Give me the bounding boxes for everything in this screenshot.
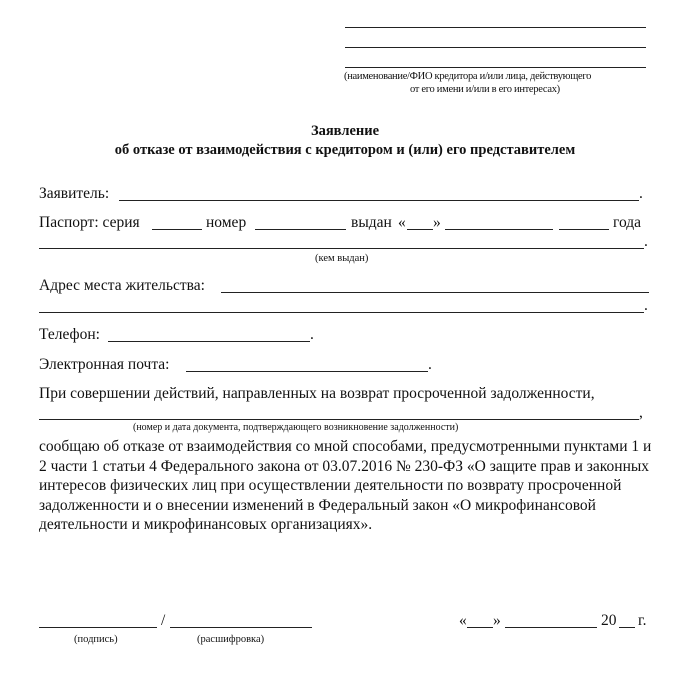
- date-quote-open: «: [459, 612, 467, 629]
- creditor-line-3[interactable]: [345, 67, 646, 68]
- date-year-field[interactable]: [619, 627, 635, 628]
- applicant-field[interactable]: [119, 200, 639, 201]
- passport-series-field[interactable]: [152, 229, 202, 230]
- issued-by-caption: (кем выдан): [315, 253, 369, 264]
- applicant-label: Заявитель:: [39, 185, 110, 202]
- email-label: Электронная почта:: [39, 356, 170, 373]
- date-month-field[interactable]: [505, 627, 597, 628]
- issued-by-field[interactable]: [39, 248, 644, 249]
- phone-label: Телефон:: [39, 326, 100, 343]
- email-field[interactable]: [186, 371, 428, 372]
- passport-issued-label: выдан: [351, 214, 392, 231]
- creditor-line-1[interactable]: [345, 27, 646, 28]
- email-period: .: [428, 356, 432, 373]
- passport-number-field[interactable]: [255, 229, 346, 230]
- passport-number-label: номер: [206, 214, 247, 231]
- passport-series-label: Паспорт: серия: [39, 214, 140, 231]
- passport-year-label: года: [613, 214, 642, 231]
- address-field-line1[interactable]: [221, 292, 649, 293]
- statement-paragraph: сообщаю об отказе от взаимодействия со мной способами, предусмотренными пунктами 1 и 2 части 1 статьи 4 Федерального закона от 03.07.2016 № 230-ФЗ «О защите прав и законных интересов физических лиц при осуществлении деятельности по возврату просроченной задолженности и о внесении изменений в Федеральный закон «О микрофинансовой деятельности и микрофинансовых организациях».: [39, 438, 652, 533]
- creditor-caption-line2: от его имени и/или в его интересах): [410, 84, 560, 95]
- address-field-line2[interactable]: [39, 312, 644, 313]
- date-year-suffix: г.: [638, 612, 647, 629]
- address-label: Адрес места жительства:: [39, 277, 205, 294]
- applicant-period: .: [639, 185, 643, 202]
- address-period: .: [644, 297, 648, 314]
- document-field[interactable]: [39, 419, 639, 420]
- signature-slash: /: [161, 612, 166, 629]
- passport-quote-open: «: [398, 214, 406, 231]
- date-day-field[interactable]: [467, 627, 493, 628]
- transcript-caption: (расшифровка): [197, 634, 265, 645]
- date-quote-close: »: [493, 612, 501, 629]
- page-subtitle: об отказе от взаимодействия с кредитором и (или) его представителем: [114, 142, 576, 158]
- actions-text: При совершении действий, направленных на возврат просроченной задолженности,: [39, 385, 595, 402]
- passport-issued-day-field[interactable]: [407, 229, 433, 230]
- page-title: Заявление: [310, 123, 380, 139]
- passport-quote-close: »: [433, 214, 441, 231]
- creditor-caption-line1: (наименование/ФИО кредитора и/или лица, действующего: [344, 71, 592, 82]
- passport-issued-month-field[interactable]: [445, 229, 553, 230]
- signature-caption: (подпись): [74, 634, 118, 645]
- signature-field[interactable]: [39, 627, 157, 628]
- date-year-prefix: 20: [601, 612, 617, 629]
- creditor-line-2[interactable]: [345, 47, 646, 48]
- document-caption: (номер и дата документа, подтверждающего возникновение задолженности): [133, 422, 459, 433]
- issued-by-period: .: [644, 233, 648, 250]
- transcript-field[interactable]: [170, 627, 312, 628]
- phone-field[interactable]: [108, 341, 310, 342]
- phone-period: .: [310, 326, 314, 343]
- document-comma: ,: [639, 404, 643, 421]
- passport-issued-year-field[interactable]: [559, 229, 609, 230]
